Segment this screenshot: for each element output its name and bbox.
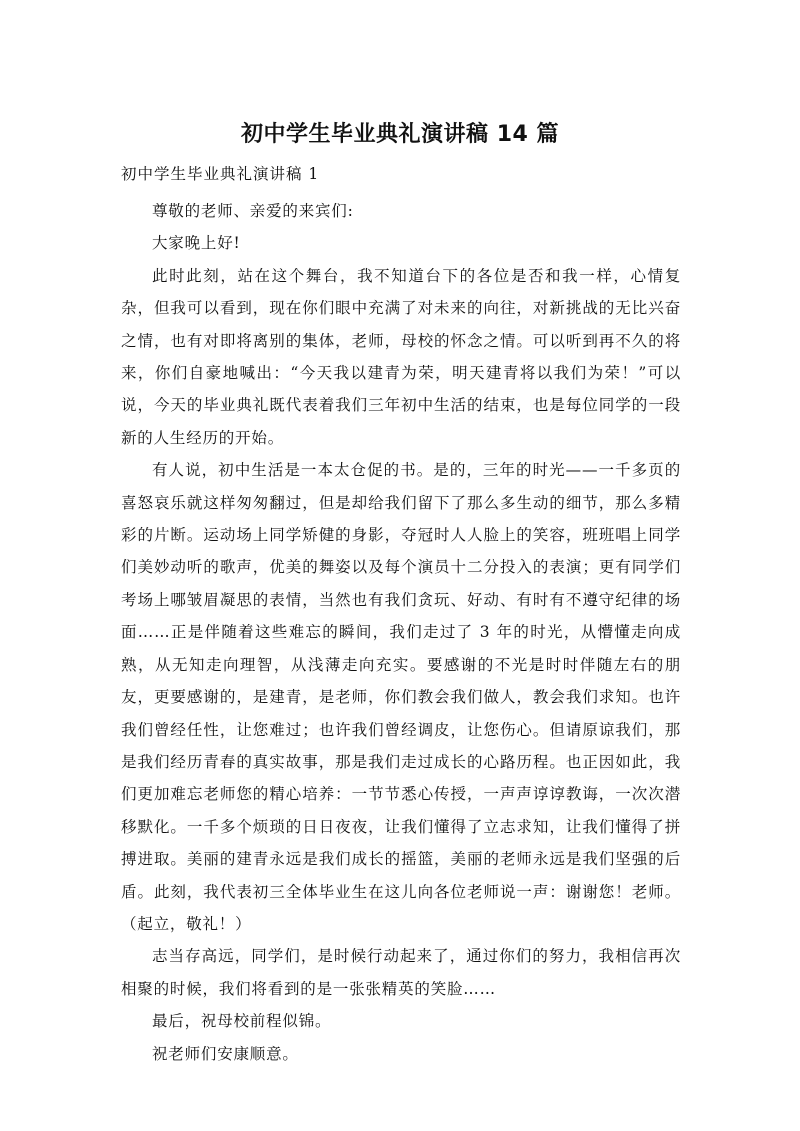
document-body: [121, 195, 681, 1070]
closing-paragraph: 最后，祝母校前程似锦。: [152, 1012, 332, 1031]
body-paragraph: 有人说，初中生活是一本太仓促的书。是的，三年的时光——一千多页的喜怒哀乐就这样匆匆翻过，但是却给我们留下了那么多生动的细节，那么多精彩的片断。运动场上同学矫健的身影，夺冠时人人脸上的笑容，班班唱上同学们美妙动听的歌声，优美的舞姿以及每个演员十二分投入的表演；更有同学们考场上哪皱眉凝思的表情，当然也有我们贪玩、好动、有时有不遵守纪律的场面……正是伴随着这些难忘的瞬间，我们走过了 3 年的时光，从懵懂走向成熟，从无知走向理智，从浅薄走向充实。要感谢的不光是时时伴随左右的朋友，更要感谢的，是建青，是老师，你们教会我们做人，教会我们求知。也许我们曾经任性，让您难过；也许我们曾经调皮，让您伤心。但请原谅我们，那是我们经历青春的真实故事，那是我们走过成长的心路历程。也正因如此，我们更加难忘老师您的精心培养：一节节悉心传授，一声声谆谆教诲，一次次潜移默化。一千多个烦琐的日日夜夜，让我们懂得了立志求知，让我们懂得了拼搏进取。美丽的建青永远是我们成长的摇篮，美丽的老师永远是我们坚强的后盾。此刻，我代表初三全体毕业生在这儿向各位老师说一声：谢谢您！老师。（起立，敬礼！）: [121, 461, 681, 933]
section-heading: 初中学生毕业典礼演讲稿 1: [121, 165, 320, 183]
body-paragraph: 此时此刻，站在这个舞台，我不知道台下的各位是否和我一样，心情复杂，但我可以看到，现在你们眼中充满了对未来的向往，对新挑战的无比兴奋之情，也有对即将离别的集体，老师，母校的怀念之情。可以听到再不久的将来，你们自豪地喊出：“今天我以建青为荣，明天建青将以我们为荣！”可以说，今天的毕业典礼既代表着我们三年初中生活的结束，也是每位同学的一段新的人生经历的开始。: [121, 266, 681, 447]
salutation-paragraph: 尊敬的老师、亲爱的来宾们:: [152, 202, 354, 220]
document-title: 初中学生毕业典礼演讲稿 14 篇: [241, 122, 559, 147]
closing-paragraph: 祝老师们安康顺意。: [152, 1044, 299, 1063]
body-paragraph: 志当存高远，同学们，是时候行动起来了，通过你们的努力，我相信再次相聚的时候，我们将看到的是一张张精英的笑脸……: [121, 947, 681, 998]
greeting-paragraph: 大家晚上好!: [152, 234, 241, 253]
